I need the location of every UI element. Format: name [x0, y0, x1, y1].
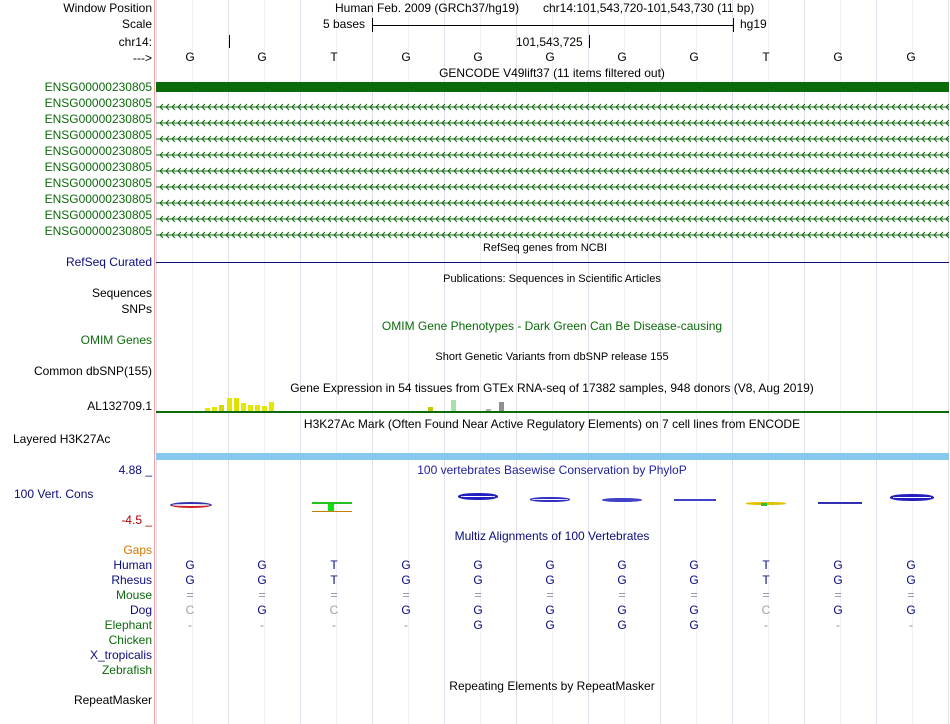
alignment-base: G [545, 618, 555, 632]
scale-bar [372, 18, 734, 32]
alignment-base: G [257, 603, 267, 617]
phylop-label[interactable]: 100 Vert. Cons [14, 487, 94, 501]
alignment-base: C [329, 603, 339, 617]
alignment-base: G [689, 558, 699, 572]
sequence-base: T [762, 50, 770, 64]
sequences-label[interactable]: Sequences [91, 286, 152, 300]
phylop-glyph-9 [746, 502, 786, 507]
gtex-bar[interactable] [241, 403, 246, 411]
sequence-base: G [906, 50, 916, 64]
alignment-base: G [473, 618, 483, 632]
alignment-base: G [545, 558, 555, 572]
phylop-glyph-8 [674, 499, 716, 501]
scale-text: 5 bases [323, 17, 366, 31]
snps-label[interactable]: SNPs [121, 302, 152, 316]
alignment-base: G [833, 558, 843, 572]
assembly-title[interactable]: Human Feb. 2009 (GRCh37/hg19) [335, 1, 520, 15]
chr-label: chr14: [118, 35, 152, 49]
alignment-base: G [473, 573, 483, 587]
gencode-transcript-line[interactable] [156, 228, 949, 236]
phylop-glyph-3 [312, 501, 352, 512]
species-label[interactable]: X_tropicalis [89, 648, 152, 662]
window-position-label: Window Position [63, 1, 152, 15]
alignment-base: G [257, 573, 267, 587]
gtex-bar[interactable] [451, 400, 456, 411]
alignment-base: T [330, 558, 338, 572]
gtex-title[interactable]: Gene Expression in 54 tissues from GTEx RNA-seq of 17382 samples, 948 donors (V8, Aug 2019) [290, 381, 814, 395]
alignment-base: G [906, 573, 916, 587]
gencode-item-label[interactable]: ENSG00000230805 [44, 144, 152, 158]
gaps-label[interactable]: Gaps [123, 543, 152, 557]
position-text: chr14:101,543,720-101,543,730 (11 bp) [543, 1, 755, 15]
species-label[interactable]: Chicken [108, 633, 152, 647]
scale-db: hg19 [740, 17, 767, 31]
sequence-base: G [257, 50, 267, 64]
publications-title[interactable]: Publications: Sequences in Scientific Articles [443, 273, 661, 285]
alignment-base: G [545, 573, 555, 587]
alignment-base: = [907, 588, 915, 602]
multiz-title[interactable]: Multiz Alignments of 100 Vertebrates [454, 529, 650, 543]
phylop-min: -4.5 _ [121, 513, 152, 527]
gtex-bar[interactable] [269, 402, 274, 411]
alignment-base: G [906, 558, 916, 572]
scale-label: Scale [121, 17, 152, 31]
alignment-base: = [258, 588, 266, 602]
alignment-base: G [473, 558, 483, 572]
refseq-line[interactable] [156, 262, 949, 263]
gencode-item-label[interactable]: ENSG00000230805 [44, 208, 152, 222]
alignment-base: - [836, 618, 840, 632]
omim-title[interactable]: OMIM Gene Phenotypes - Dark Green Can Be Disease-causing [381, 319, 723, 333]
alignment-base: - [404, 618, 408, 632]
ruler-tick-center [589, 35, 590, 48]
alignment-base: - [188, 618, 192, 632]
species-label[interactable]: Dog [129, 603, 152, 617]
alignment-base: = [330, 588, 338, 602]
alignment-base: T [762, 573, 770, 587]
gencode-item-label[interactable]: ENSG00000230805 [44, 80, 152, 94]
species-label[interactable]: Human [113, 558, 152, 572]
gencode-transcript-line[interactable] [156, 180, 949, 188]
sequence-base: G [185, 50, 195, 64]
gencode-item-label[interactable]: ENSG00000230805 [44, 112, 152, 126]
alignment-base: C [761, 603, 771, 617]
alignment-base: - [260, 618, 264, 632]
alignment-base: G [185, 558, 195, 572]
gtex-bar[interactable] [234, 398, 239, 411]
alignment-base: = [186, 588, 194, 602]
omim-label[interactable]: OMIM Genes [80, 333, 152, 347]
alignment-base: G [617, 573, 627, 587]
alignment-base: C [185, 603, 195, 617]
h3k27ac-signal[interactable] [156, 453, 949, 460]
alignment-base: = [690, 588, 698, 602]
gencode-transcript-line[interactable] [156, 212, 949, 220]
alignment-base: G [401, 573, 411, 587]
alignment-base: = [474, 588, 482, 602]
alignment-base: G [545, 603, 555, 617]
gencode-feature-bar[interactable] [156, 82, 949, 92]
alignment-base: - [909, 618, 913, 632]
alignment-base: G [257, 558, 267, 572]
gencode-transcript-line[interactable] [156, 148, 949, 156]
alignment-base: = [618, 588, 626, 602]
gencode-item-label[interactable]: ENSG00000230805 [44, 160, 152, 174]
species-label[interactable]: Zebrafish [101, 663, 152, 677]
species-label[interactable]: Elephant [104, 618, 152, 632]
sequence-base: G [401, 50, 411, 64]
alignment-base: T [762, 558, 770, 572]
gencode-transcript-line[interactable] [156, 164, 949, 172]
alignment-base: G [617, 558, 627, 572]
alignment-base: - [764, 618, 768, 632]
phylop-glyph-7 [602, 498, 642, 502]
phylop-title[interactable]: 100 vertebrates Basewise Conservation by PhyloP [417, 463, 687, 477]
gtex-gene-line[interactable] [156, 411, 949, 413]
h3k27ac-label[interactable]: Layered H3K27Ac [13, 432, 111, 446]
sequence-base: G [545, 50, 555, 64]
ruler-position: 101,543,725 [516, 35, 583, 49]
alignment-base: G [401, 558, 411, 572]
gencode-item-label[interactable]: ENSG00000230805 [44, 192, 152, 206]
alignment-base: G [833, 573, 843, 587]
phylop-glyph-5 [458, 493, 498, 500]
phylop-max: 4.88 _ [118, 463, 152, 477]
gencode-transcript-line[interactable] [156, 100, 949, 108]
gencode-item-label[interactable]: ENSG00000230805 [44, 128, 152, 142]
arrow-label: ---> [133, 51, 152, 65]
gencode-transcript-line[interactable] [156, 132, 949, 140]
species-label[interactable]: Rhesus [111, 573, 152, 587]
label-divider [154, 0, 155, 724]
sequence-base: G [833, 50, 843, 64]
alignment-base: G [401, 603, 411, 617]
alignment-base: = [834, 588, 842, 602]
alignment-base: G [617, 603, 627, 617]
gencode-transcript-line[interactable] [156, 116, 949, 124]
sequence-base: G [473, 50, 483, 64]
gtex-bar[interactable] [499, 402, 504, 411]
alignment-base: G [185, 573, 195, 587]
gtex-label[interactable]: AL132709.1 [87, 399, 152, 413]
alignment-base: G [617, 618, 627, 632]
phylop-glyph-10 [818, 502, 862, 504]
gencode-transcript-line[interactable] [156, 196, 949, 204]
repeatmasker-label[interactable]: RepeatMasker [73, 693, 152, 707]
alignment-base: G [833, 603, 843, 617]
phylop-glyph-6 [530, 497, 570, 502]
alignment-base: T [330, 573, 338, 587]
refseq-label[interactable]: RefSeq Curated [65, 255, 152, 269]
gencode-item-label[interactable]: ENSG00000230805 [44, 224, 152, 238]
sequence-base: G [617, 50, 627, 64]
alignment-base: = [546, 588, 554, 602]
alignment-base: = [402, 588, 410, 602]
gencode-item-label[interactable]: ENSG00000230805 [44, 96, 152, 110]
alignment-base: G [689, 603, 699, 617]
phylop-glyph-11 [890, 494, 934, 501]
dbsnp-title[interactable]: Short Genetic Variants from dbSNP release 155 [435, 351, 669, 363]
sequence-base: G [689, 50, 699, 64]
sequence-base: T [330, 50, 338, 64]
dbsnp-label[interactable]: Common dbSNP(155) [33, 364, 152, 378]
alignment-base: G [689, 618, 699, 632]
alignment-base: G [906, 603, 916, 617]
gencode-title[interactable]: GENCODE V49lift37 (11 items filtered out) [439, 66, 665, 80]
gtex-bar[interactable] [227, 398, 232, 411]
alignment-base: G [689, 573, 699, 587]
refseq-title[interactable]: RefSeq genes from NCBI [482, 242, 608, 254]
species-label[interactable]: Mouse [115, 588, 152, 602]
alignment-base: - [332, 618, 336, 632]
phylop-glyph-1 [170, 502, 212, 508]
ruler-tick-left [229, 35, 230, 48]
gencode-item-label[interactable]: ENSG00000230805 [44, 176, 152, 190]
alignment-base: G [473, 603, 483, 617]
alignment-base: = [762, 588, 770, 602]
h3k27ac-title[interactable]: H3K27Ac Mark (Often Found Near Active Regulatory Elements) on 7 cell lines from ENCODE [303, 417, 801, 431]
repeatmasker-title[interactable]: Repeating Elements by RepeatMasker [449, 679, 655, 693]
